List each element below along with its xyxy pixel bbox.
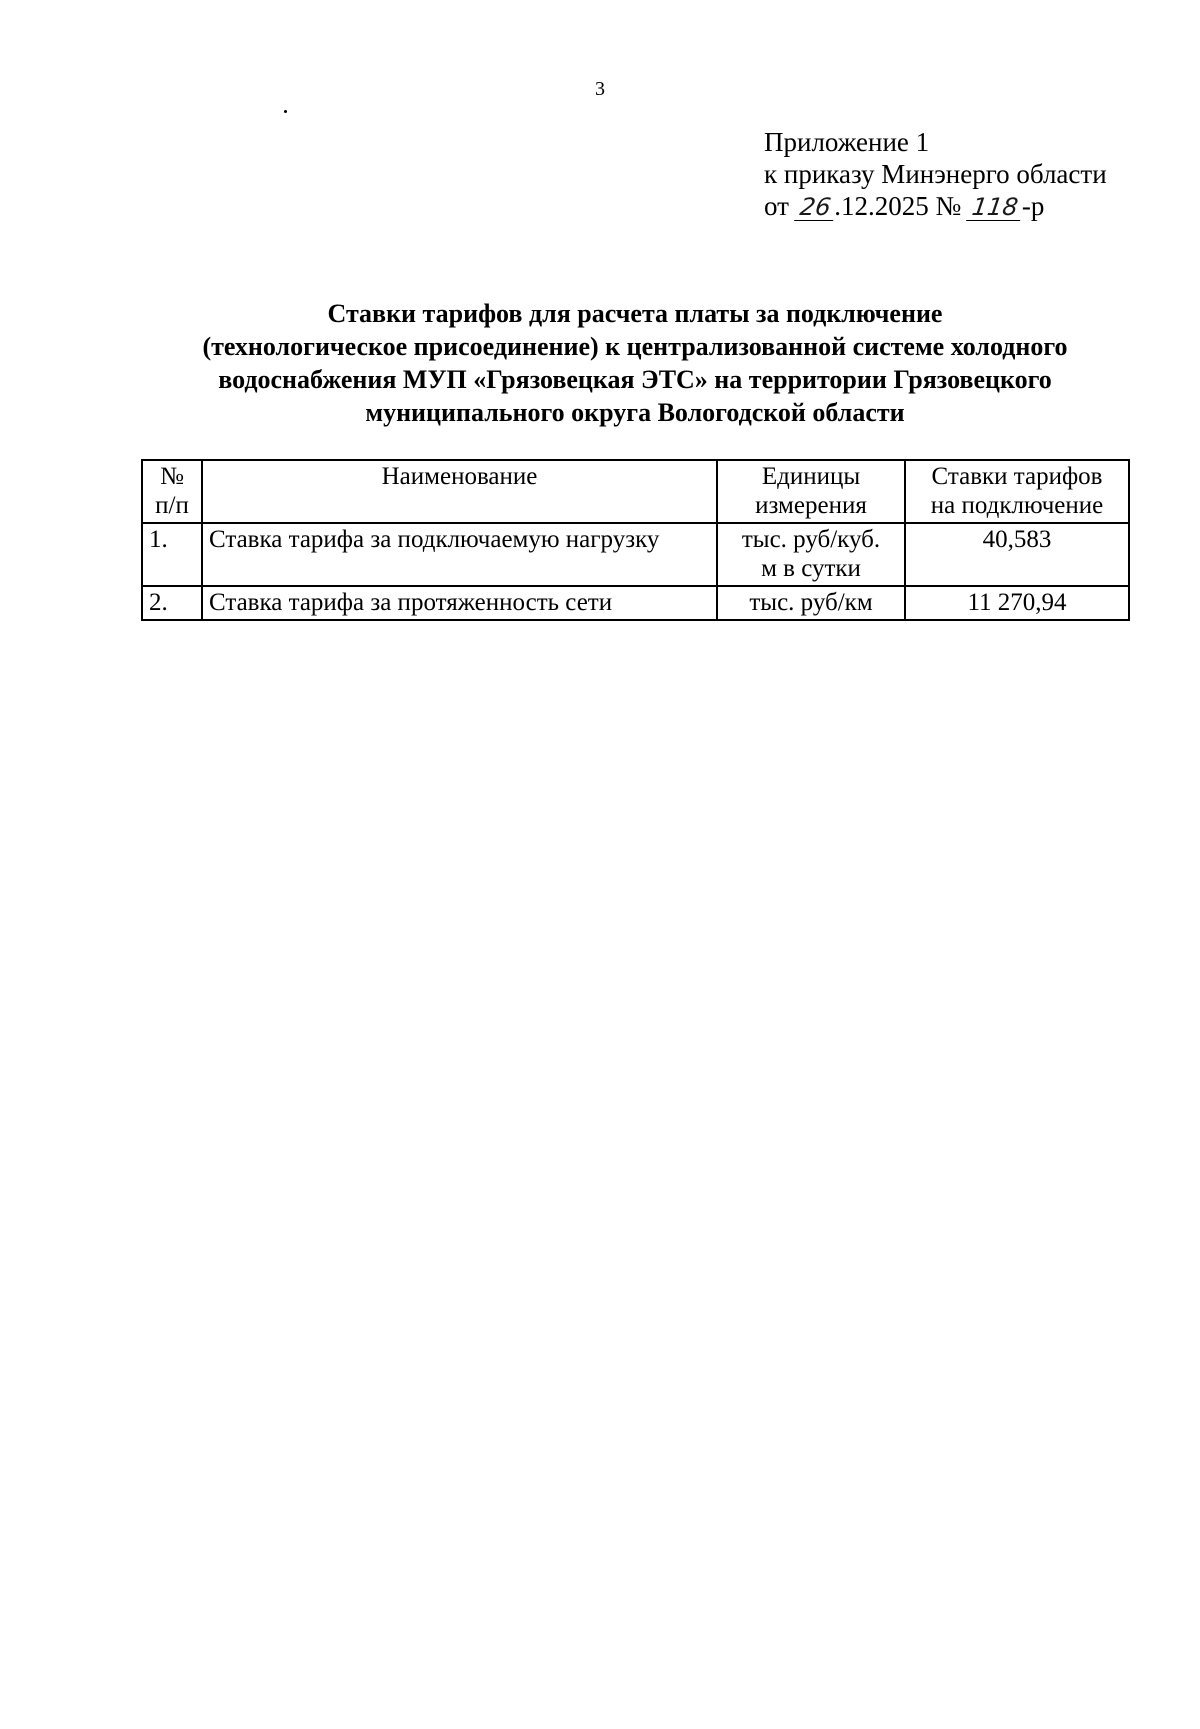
table-row	[142, 523, 1129, 586]
row-rate: 11 270,94	[905, 586, 1129, 620]
row-name: Ставка тарифа за протяженность сети	[202, 586, 717, 620]
header-number-line1: №	[160, 463, 184, 490]
title-line-3: водоснабжения МУП «Грязовецкая ЭТС» на территории Грязовецкого	[218, 365, 1052, 394]
page-number: 3	[595, 78, 605, 100]
appendix-date-line	[764, 190, 1107, 222]
header-unit	[717, 460, 905, 523]
header-rate-line2: на подключение	[930, 492, 1104, 519]
appendix-order-reference: к приказу Минэнерго области	[764, 159, 1107, 189]
row-unit: тыс. руб/км	[717, 586, 905, 620]
header-rate	[905, 460, 1129, 523]
title-line-2: (технологическое присоединение) к централизованной системе холодного	[202, 332, 1068, 361]
header-unit-line1: Единицы	[761, 463, 861, 490]
date-prefix: от	[764, 191, 789, 221]
handwritten-order-number: 118	[966, 194, 1024, 221]
appendix-title: Приложение 1	[764, 127, 930, 157]
document-title	[140, 297, 1130, 429]
order-suffix: -р	[1021, 191, 1045, 221]
row-rate: 40,583	[905, 523, 1129, 586]
appendix-block	[764, 126, 1107, 222]
row-unit	[717, 523, 905, 586]
scan-speck	[284, 110, 287, 113]
date-rest: .12.2025 №	[834, 191, 962, 221]
header-number-line2: п/п	[155, 492, 189, 519]
table-header-row	[142, 460, 1129, 523]
title-line-4: муниципального округа Вологодской области	[365, 398, 905, 427]
tariff-table	[141, 459, 1130, 621]
handwritten-day: 26	[794, 194, 836, 221]
header-number	[142, 460, 202, 523]
row-name: Ставка тарифа за подключаемую нагрузку	[202, 523, 717, 586]
row-unit-line2: м в сутки	[761, 555, 861, 582]
row-unit-line1: тыс. руб/куб.	[741, 526, 881, 553]
row-number: 2.	[142, 586, 202, 620]
title-line-1: Ставки тарифов для расчета платы за подключение	[327, 299, 943, 328]
header-rate-line1: Ставки тарифов	[931, 463, 1103, 490]
row-number: 1.	[142, 523, 202, 586]
header-unit-line2: измерения	[755, 492, 867, 519]
table-row	[142, 586, 1129, 620]
header-name: Наименование	[202, 460, 717, 523]
